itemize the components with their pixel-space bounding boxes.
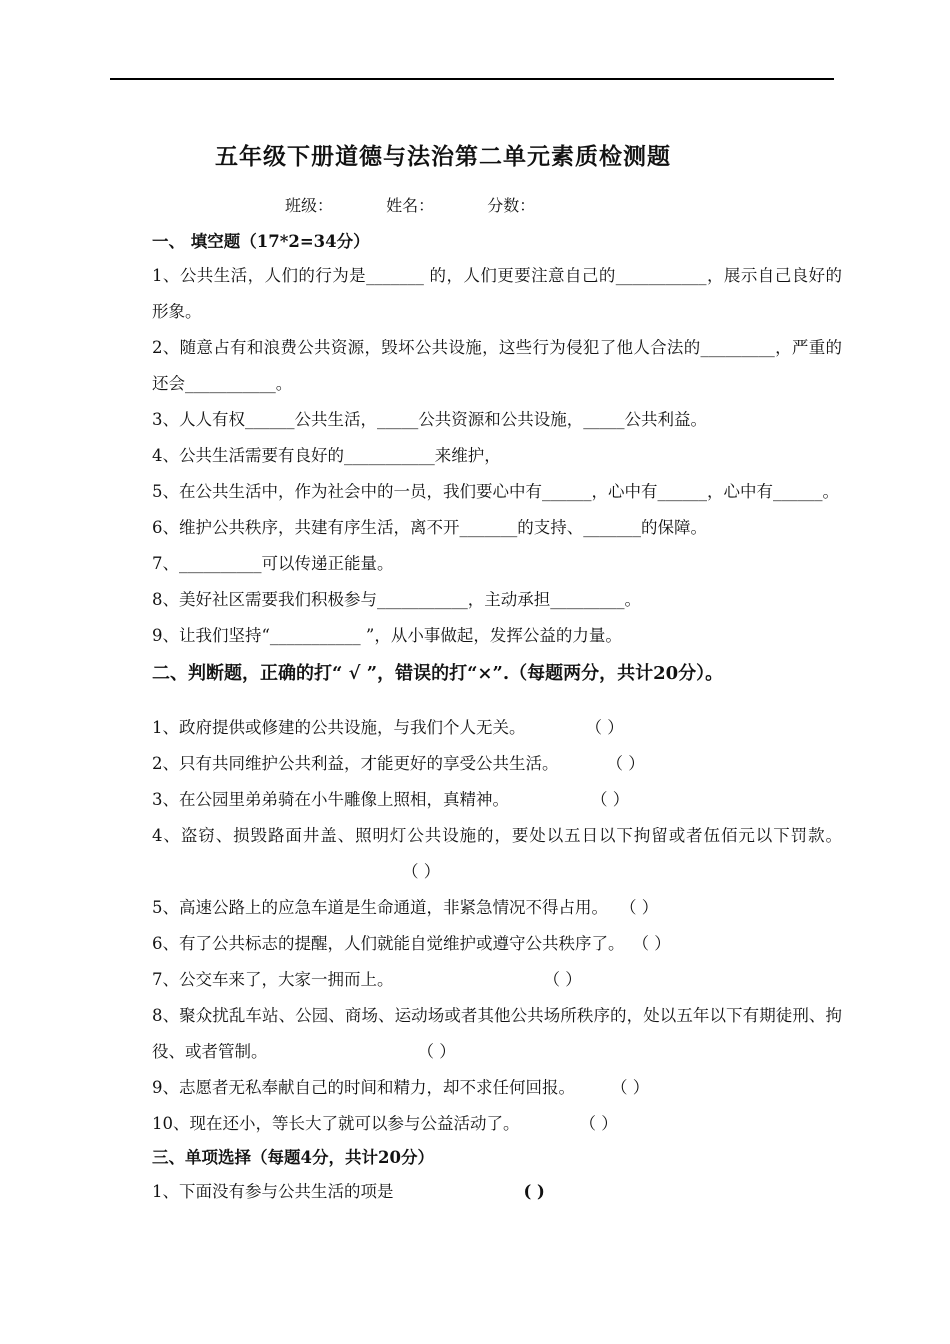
section-heading-multiple-choice: 三、单项选择（每题4分，共计20分）	[152, 1148, 434, 1167]
question: 1、公共生活，人们的行为是_______ 的，人们更要注意自己的___________，展示自己良好的形象。	[152, 266, 842, 321]
tf-question	[152, 998, 842, 1070]
tf-question	[152, 1106, 842, 1142]
answer-parentheses: （ ）	[591, 790, 630, 809]
score-label: 分数：	[487, 196, 536, 215]
question-text: 2、只有共同维护公共利益，才能更好的享受公共生活。	[152, 754, 559, 773]
answer-parentheses: （ ）	[585, 718, 624, 737]
question-text: 1、政府提供或修建的公共设施，与我们个人无关。	[152, 718, 526, 737]
class-label: 班级：	[285, 196, 334, 215]
tf-question	[152, 1070, 842, 1106]
answer-parentheses: （ ）	[620, 898, 659, 917]
question-text: 5、高速公路上的应急车道是生命通道，非紧急情况不得占用。	[152, 898, 608, 917]
question-text: 1、下面没有参与公共生活的项是	[152, 1182, 394, 1201]
question-text: 3、在公园里弟弟骑在小牛雕像上照相，真精神。	[152, 790, 509, 809]
answer-parentheses: （ ）	[402, 862, 441, 881]
exam-content	[152, 226, 842, 1210]
header-rule	[110, 78, 834, 80]
question-text: 10、现在还小，等长大了就可以参与公益活动了。	[152, 1114, 520, 1133]
question-text: 7、公交车来了，大家一拥而上。	[152, 970, 394, 989]
answer-parentheses: ( )	[523, 1182, 545, 1201]
question-text: 6、有了公共标志的提醒，人们就能自觉维护或遵守公共秩序了。	[152, 934, 625, 953]
student-info-line	[285, 193, 583, 216]
question: 4、公共生活需要有良好的___________来维护，	[152, 446, 501, 465]
tf-question	[152, 926, 842, 962]
answer-parentheses: （ ）	[543, 970, 582, 989]
question: 8、美好社区需要我们积极参与___________，主动承担_________。	[152, 590, 641, 609]
question: 2、随意占有和浪费公共资源，毁坏公共设施，这些行为侵犯了他人合法的_________，严重的还会___________。	[152, 338, 842, 393]
question: 5、在公共生活中，作为社会中的一员，我们要心中有______，心中有______，心中有______。	[152, 482, 839, 501]
question: 7、__________可以传递正能量。	[152, 554, 394, 573]
page-title: 五年级下册道德与法治第二单元素质检测题	[215, 143, 671, 170]
answer-parentheses: （ ）	[606, 754, 645, 773]
tf-question	[152, 782, 842, 818]
question-text: 9、志愿者无私奉献自己的时间和精力，却不求任何回报。	[152, 1078, 575, 1097]
tf-question	[152, 710, 842, 746]
section-heading-fill-blank: 一、 填空题（17*2=34分）	[152, 232, 370, 251]
question: 3、人人有权______公共生活，_____公共资源和公共设施，_____公共利益。	[152, 410, 707, 429]
tf-question	[152, 890, 842, 926]
question-text: 4、盗窃、损毁路面井盖、照明灯公共设施的，要处以五日以下拘留或者伍佰元以下罚款。	[152, 826, 842, 845]
question: 9、让我们坚持“___________ ”，从小事做起，发挥公益的力量。	[152, 626, 622, 645]
tf-question	[152, 962, 842, 998]
tf-question	[152, 746, 842, 782]
name-label: 姓名：	[386, 196, 435, 215]
question-text: 8、聚众扰乱车站、公园、商场、运动场或者其他公共场所秩序的，处以五年以下有期徒刑、拘役、或者管制。	[152, 1006, 842, 1061]
question: 6、维护公共秩序，共建有序生活，离不开_______的支持、_______的保障。	[152, 518, 707, 537]
answer-parentheses: （ ）	[632, 934, 671, 953]
answer-parentheses: （ ）	[417, 1042, 456, 1061]
answer-parentheses: （ ）	[579, 1114, 618, 1133]
tf-question	[152, 818, 842, 890]
section-heading-true-false: 二、判断题，正确的打“ √ ”，错误的打“×”.（每题两分，共计20分）。	[152, 663, 724, 684]
answer-parentheses: （ ）	[611, 1078, 650, 1097]
mc-question	[152, 1174, 842, 1210]
